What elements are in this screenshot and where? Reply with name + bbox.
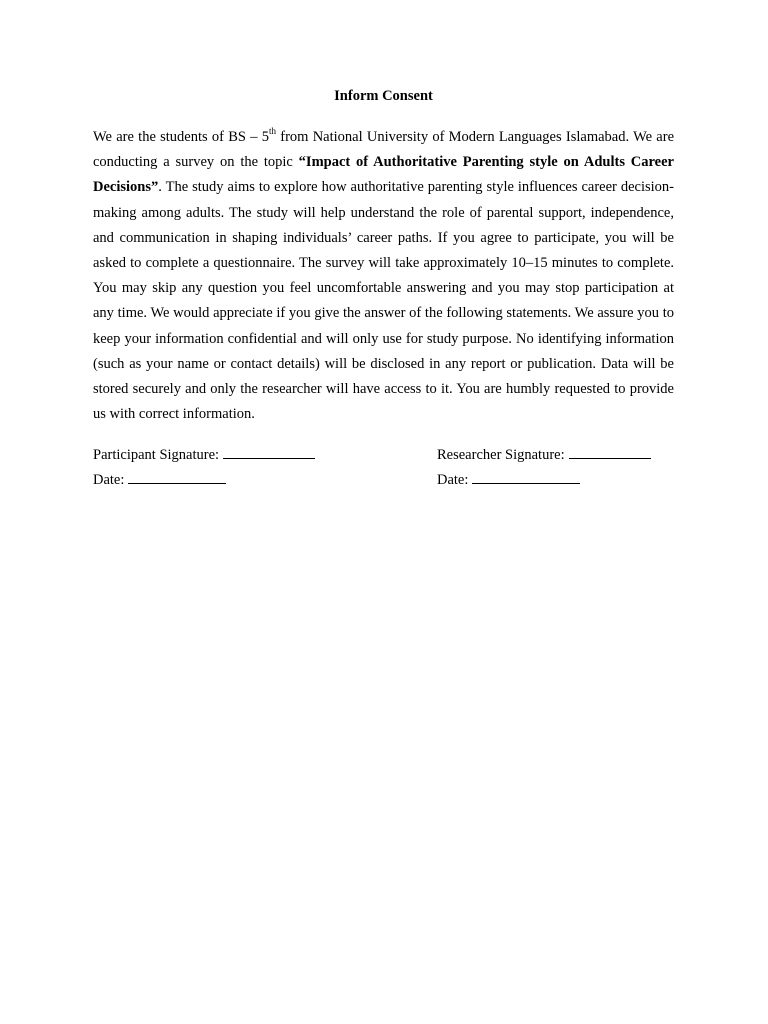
paragraph-details: . The study aims to explore how authoritative parenting style influences career decision-making among adults. The study will help understand the role of parental support, independence, and communication in shaping individuals’ career paths. If you agree to participate, you will be asked to complete a questionnaire. The survey will take approximately 10–15 minutes to complete. You may skip any question you feel uncomfortable answering and you may stop participation at any time. We would appreciate if you give the answer of the following statements. We assure you to keep your information confidential and will only use for study purpose. No identifying information (such as your name or contact details) will be disclosed in any report or publication. Data will be stored securely and only the researcher will have access to it. You are humbly requested to provide us with correct information. (93, 179, 674, 423)
study-topic: “Impact of Authoritative Parenting style on Adults Career Decisions” (93, 154, 674, 196)
date-row (93, 468, 674, 493)
participant-date-label: Date: (93, 472, 125, 489)
consent-page (93, 86, 674, 493)
paragraph-intro: We are the students of BS – 5 (93, 129, 269, 145)
participant-signature-line (223, 448, 315, 459)
researcher-date-line (472, 473, 580, 484)
consent-paragraph (93, 125, 674, 427)
participant-signature (93, 443, 437, 468)
researcher-date (437, 468, 580, 493)
researcher-date-label: Date: (437, 472, 469, 489)
researcher-signature-label: Researcher Signature: (437, 447, 565, 464)
researcher-signature (437, 443, 651, 468)
participant-date (93, 468, 437, 493)
ordinal-superscript: th (268, 126, 276, 137)
signature-row (93, 443, 674, 468)
paragraph-context: from National University of Modern Languages Islamabad. We are conducting a survey on the topic (93, 129, 674, 171)
signature-block (93, 443, 674, 493)
page-title: Inform Consent (334, 88, 433, 104)
participant-date-line (128, 473, 226, 484)
participant-signature-label: Participant Signature: (93, 447, 220, 464)
researcher-signature-line (569, 448, 651, 459)
